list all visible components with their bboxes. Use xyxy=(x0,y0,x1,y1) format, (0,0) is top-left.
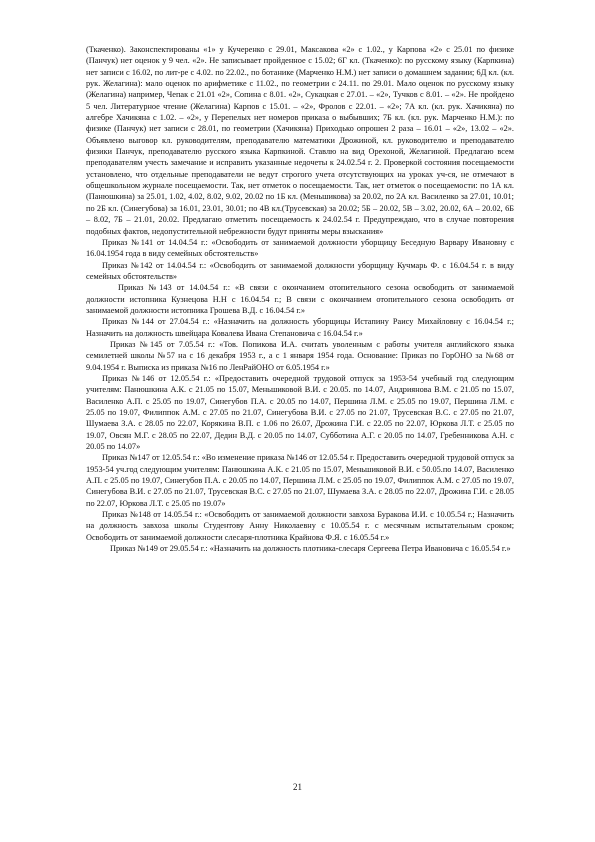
paragraph-order-147: Приказ №147 от 12.05.54 г.: «Во изменение приказа №146 от 12.05.54 г. Предоставить очередной трудовой отпуск за 1953-54 уч.год следующим учителям: Панюшкина А.К. с 21.05 по 15.07, Меньшиковой В.И. с 50.05.по 14.07, Василенко А.П. с 25.05 по 19.07, Синегубов П.А. с 20.05 по 14.07, Першина Л.М. с 25.05 по 19.07, Филиппок А.М. с 27.05 по 19.07, Синегубова В.И. с 27.05 по 21.07, Трусевская В.С. с 27.05 по 21.07, Шумаева З.А. с 28.05 по 22.07, Дрожина Г.И. с 28.05 по 22.07, Юркова Л.Т. с 25.05 по 19.07» xyxy=(86,453,514,508)
paragraph-order-143: Приказ №143 от 14.04.54 г.: «В связи с окончанием отопительного сезона освободить от занимаемой должности истопника Кузнецова Н.Н с 16.04.54 г.; В связи с окончанием отопительного сезона освободить от занимаемой должности истопника Грошева В.Д. с 16.04.54 г.» xyxy=(86,283,514,315)
paragraph-order-141: Приказ №141 от 14.04.54 г.: «Освободить от занимаемой должности уборщицу Беседную Варвару Ивановну с 16.04.1954 года в виду семейных обстоятельств» xyxy=(86,237,514,259)
paragraph-order-146: Приказ №146 от 12.05.54 г.: «Предоставить очередной трудовой отпуск за 1953-54 учебный год следующим учителям: Панюшкина А.К. с 21.05 по 15.07, Меньшиковой В.И. с 20.05. по 14.07, Андриянова В.М. с 21.05 по 15.07, Василенко А.П. с 25.05 по 19.07, Синегубов П.А. с 20.05 по 14.07, Першина Л.М. с 25.05 по 19.07, Першина Л.М. с 25.05 по 19.07, Филиппок А.М. с 27.05 по 21.07, Синегубова В.И. с 27.05 по 21.07, Трусевская В.С. с 27.05 по 21.07, Шумаева З.А. с 28.05 по 22.07, Корякина В.П. с 1.06 по 26.07, Дрожина Г.И. с 22.05 по 22.07, Юркова Л.Т. с 25.05 по 19.07, Овсян М.Г. с 28.05 по 22.07, Дедин В.Д. с 20.05 по 14.07, Субботина А.Г. с 20.05 по 14.07, Гребенникова А.Н. с 20.05 по 14.07» xyxy=(86,373,514,452)
paragraph-order-144: Приказ №144 от 27.04.54 г.: «Назначить на должность уборщицы Истапину Раису Михайловну с 16.04.54 г.; Назначить на должность швейцара Ковалева Ивана Степановича с 16.04.54 г.» xyxy=(86,317,514,338)
paragraph-report-continuation: (Ткаченко). Законспектированы «1» у Кучеренко с 29.01, Максакова «2» с 1.02., у Карпова «2» с 25.01 по физике (Панчук) нет оценок у 9 чел. «2». Не записывает пройденное с 15.02; 6Г кл. (Ткаченко): по русскому языку (Карпкина) нет записи с 16.02, по лит-ре с 4.02. по 22.02., по ботанике (Марченко Н.М.) нет записи о домашнем задании; 6Д кл. (кл. рук. Желагина): мало оценок по арифметике с 11.02., по геометрии с 24.11. по 29.01. Мало оценок по русскому языку (Желагина) например, Чепак с 21.01 «2», Сопина с 8.01. «2», Сукацкая с 27.01. – «2», Тучков с 8.01. – «2». Не пройдено 5 чел. Литературное чтение (Желагина) Карпов с 15.01. – «2», Фролов с 22.01. – «2»; 7А кл. (кл. рук. Хачикяна) по алгебре Хачикяна с 1.02. – «2», у Перепелых нет номеров приказа о выбывших; 7Б кл. (кл. рук. Марченко Н.М.): по физике (Панчук) нет записи с 28.01, по геометрии (Хачикяна) Приходько опрошен 2 раза – 16.01 – «2», 13.02 – «2». Объявлено выговор кл. руководителям, преподавателю математики Дрожиной, кл. руководителю и преподавателю физики Панчук, преподавателю русского языка Карпкиной. Ставлю на вид Орехоной, Желагиной. Предлагаю всем преподавателям учесть замечание и исправить указанные недочеты к 24.02.54 г. 2. Проверкой состояния посещаемости установлено, что отдельные преподаватели не ведут строгого учета отсутствующих на уроках уч-ся, не отмечают в общешкольном журнале посещаемости. Так, нет отметок о посещаемости. Так, нет отметок о посещаемости: по 1А кл. (Панюшкина) за 25.01, 1.02, 4.02, 8.02, 9.02, 20.02 по 1Б кл. (Меньшикова) за 20.02, по 2А кл. Василенко за 27.01, 10.01; по 2Б кл. (Синегубова) за 16.01, 23.01, 30.01; по 4В кл.(Трусевская) за 20.02; 5Б – 20.02, 5В – 3.02, 20.02, 6А – 20.02, 6Б – 8.02, 7Б – 21.01, 20.02. Предлагаю отметить посещаемость к 24.02.54 г. Предупреждаю, что в случае повторения подобных фактов, недопустительной небрежности будут приняты меры взыскания» xyxy=(86,45,514,236)
paragraph-order-142: Приказ №142 от 14.04.54 г.: «Освободить от занимаемой должности уборщицу Кучмарь Ф. с 16.04.54 г. в виду семейных обстоятельств» xyxy=(86,260,514,281)
paragraph-order-148: Приказ №148 от 14.05.54 г.: «Освободить от занимаемой должности завхоза Буракова И.И. с 10.05.54 г.; Назначить на должность завхоза школы Студентову Анну Николаевну с 10.05.54 г. с месячным испытательным сроком; Освободить от занимаемой должности слесаря-плотника Крайнова Ф.Я. с 16.05.54 г.» xyxy=(86,510,514,542)
document-body xyxy=(86,44,514,554)
paragraph-order-149: Приказ №149 от 29.05.54 г.: «Назначить на должность плотника-слесаря Сергеева Петра Ивановича с 16.05.54 г.» xyxy=(110,544,511,554)
paragraph-order-145: Приказ №145 от 7.05.54 г.: «Тов. Попикова И.А. считать уволенным с работы учителя английского языка семилетней школы №57 на с 16 декабря 1953 г., а с 1 января 1954 года. Основание: Приказ по ГорОНО за №68 от 9.04.1954 г. Выписка из приказа №16 по ЛенРайОНО от 6.05.1954 г.» xyxy=(86,339,514,372)
page-number: 21 xyxy=(293,782,302,792)
